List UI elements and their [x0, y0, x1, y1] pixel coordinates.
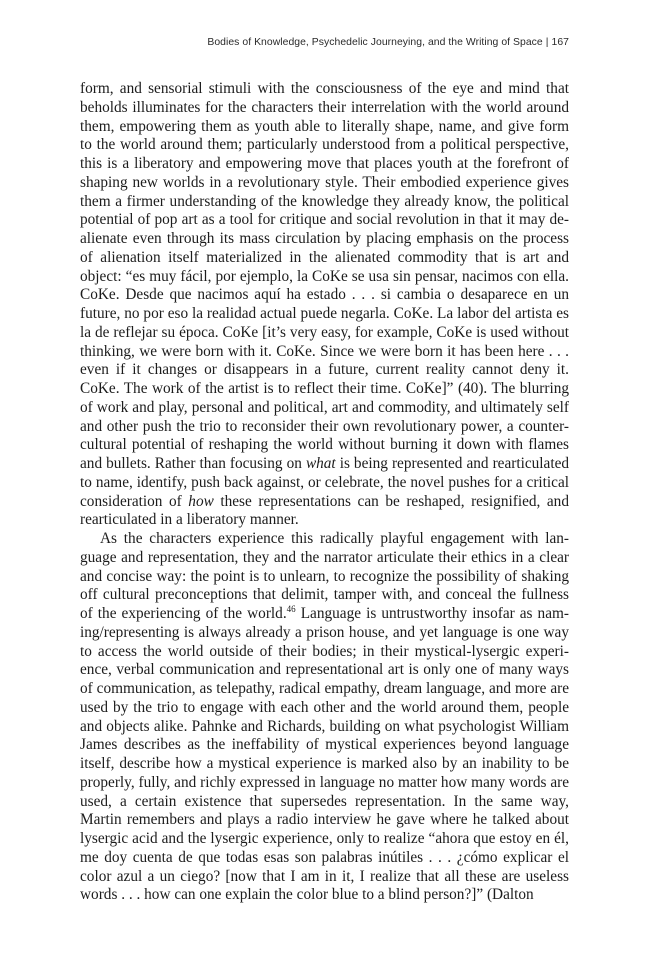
header-separator: |	[545, 37, 549, 48]
paragraph-1-text-b: is being represented and rearticulated to name, identify, push back against, or celebrate, the novel pushes for a critical consideration of	[80, 455, 570, 510]
footnote-reference[interactable]: 46	[286, 604, 296, 614]
body-text	[80, 80, 569, 905]
paragraph-2-text-a: As the characters experience this radically playful engagement with lan-guage and representation, they and the narrator articulate their ethics in a clear and concise way: the point is to unlearn, to recognize the possibility of shaking off cultural preconceptions that delimit, tamper with, and conceal the fullness of the experiencing of the world.	[80, 530, 569, 622]
emphasis-how: how	[188, 492, 214, 510]
page-number: 167	[551, 37, 569, 48]
running-header	[207, 37, 569, 48]
paragraph-2-text-b: Language is untrustworthy insofar as nam-ing/representing is always already a prison house, and yet language is one way to access the world outside of their bodies; in their mystical-lysergic experi-ence, verbal communication and representational art is only one of many ways of communication, as telepathy, radical empathy, dream language, and more are used by the trio to engage with each other and the world around them, people and objects alike. Pahnke and Richards, building on what psychologist William James describes as the ineffability of mystical experiences beyond language itself, describe how a mystical experience is marked also by an inability to be properly, fully, and richly expressed in language no matter how many words are used, a certain existence that supersedes representation. In the same way, Martin remembers and plays a radio interview he gave where he talked about lysergic acid and the lysergic experience, only to realize “ahora que estoy en él, me doy cuenta de que todas esas son palabras inútiles . . . ¿cómo explicar el color azul a un ciego? [now that I am in it, I realize that all these are useless words . . . how can one explain the color blue to a blind person?]” (Dalton	[80, 605, 569, 904]
running-title: Bodies of Knowledge, Psychedelic Journeying, and the Writing of Space	[207, 37, 543, 48]
paragraph-1-text-c: these representations can be reshaped, resignified, and rearticulated in a liberatory manner.	[80, 492, 569, 529]
paragraph-1-text-a: form, and sensorial stimuli with the consciousness of the eye and mind that beholds illuminates for the characters their interrelation with the world around them, empowering them as youth able to literally shape, name, and give form to the world around them; particularly understood from a political perspective, this is a liberatory and empowering move that places youth at the forefront of shaping new worlds in a revolutionary style. Their embodied experience gives them a firmer understanding of the knowledge they already know, the political potential of pop art as a tool for critique and social revolution in that it may de-alienate even through its mass circulation by placing emphasis on the process of alienation itself materialized in the alienated commodity that is art and object: “es muy fácil, por ejemplo, la CoKe se usa sin pensar, nacimos con ella. CoKe. Desde que nacimos aquí ha estado . . . si cambia o desaparece en un future, no por eso la realidad actual puede negarla. CoKe. La labor del artista es la de reflejar su época. CoKe [it’s very easy, for example, CoKe is used without thinking, we were born with it. CoKe. Since we were born it has been here . . . even if it changes or disappears in a future, current reality cannot deny it. CoKe. The work of the artist is to reflect their time. CoKe]” (40). The blurring of work and play, personal and political, art and commodity, and ultimately self and other push the trio to reconsider their own revolutionary power, a counter-cultural potential of reshaping the world without burning it down with flames and bullets. Rather than focusing on	[80, 80, 569, 472]
paragraph-2	[80, 530, 569, 905]
emphasis-what: what	[305, 455, 336, 472]
paragraph-1	[80, 80, 569, 530]
